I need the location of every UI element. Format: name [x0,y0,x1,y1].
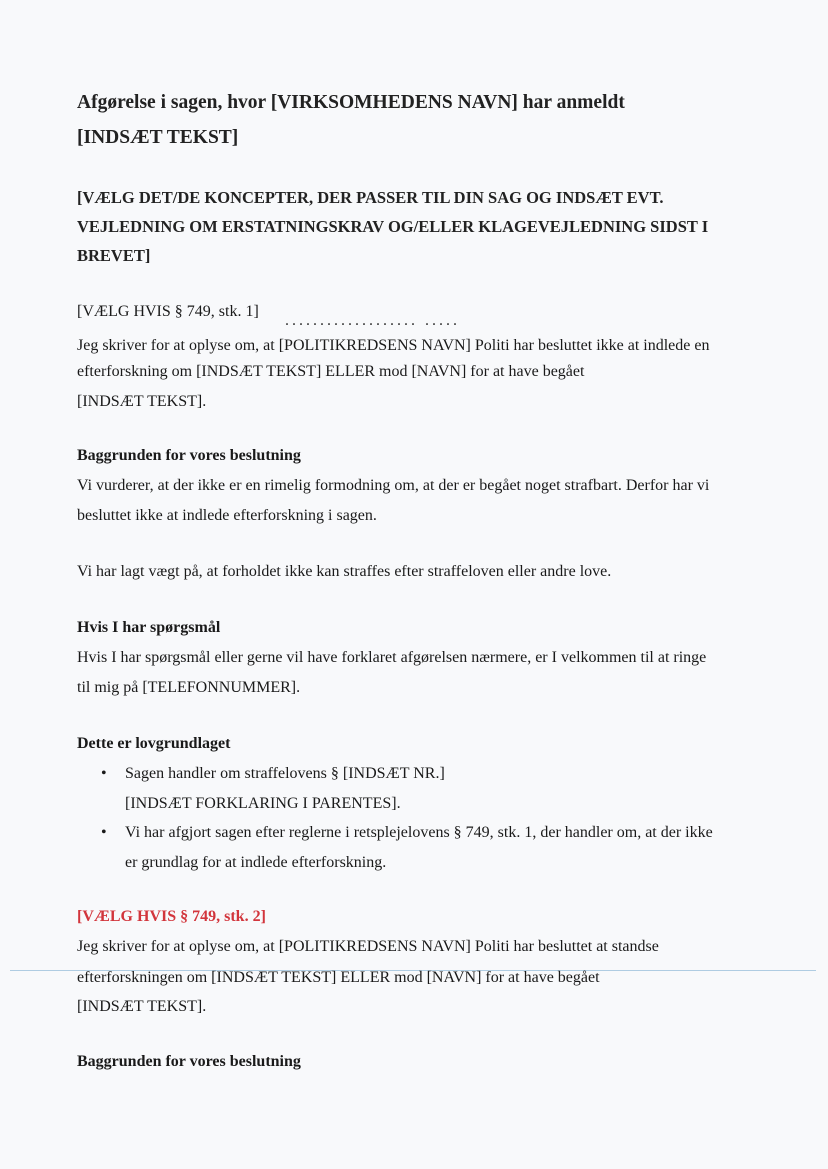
section1-paragraph-line-1: Jeg skriver for at oplyse om, at [POLITIKREDSENS NAVN] Politi har besluttet ikke at indlede en [77,337,710,354]
instruction-line-3: BREVET] [77,246,151,265]
background-heading: Baggrunden for vores beslutning [77,447,301,464]
section1-paragraph-line-2: efterforskning om [INDSÆT TEKST] ELLER mod [NAVN] for at have begået [77,363,585,380]
questions-line-2: til mig på [TELEFONNUMMER]. [77,679,301,696]
document-title-line-2: [INDSÆT TEKST] [77,127,239,148]
instruction-line-1: [VÆLG DET/DE KONCEPTER, DER PASSER TIL DIN SAG OG INDSÆT EVT. [77,188,664,207]
dotted-fill-line: ................... ..... [285,312,460,329]
instruction-line-2: VEJLEDNING OM ERSTATNINGSKRAV OG/ELLER KLAGEVEJLEDNING SIDST I [77,217,709,236]
questions-line-1: Hvis I har spørgsmål eller gerne vil have forklaret afgørelsen nærmere, er I velkommen til at ringe [77,649,707,666]
bullet-2-marker: • [101,824,107,841]
section1-paragraph-line-3: [INDSÆT TEKST]. [77,393,207,410]
bullet-2-line-1: Vi har afgjort sagen efter reglerne i retsplejelovens § 749, stk. 1, der handler om, at der ikke [125,824,713,841]
section2-paragraph-line-3: [INDSÆT TEKST]. [77,998,207,1015]
background-line-2: besluttet ikke at indlede efterforskning i sagen. [77,507,377,524]
bullet-1-marker: • [101,765,107,782]
bullet-2-line-2: er grundlag for at indlede efterforskning. [125,854,387,871]
section2-background-heading: Baggrunden for vores beslutning [77,1053,301,1070]
bullet-1-line-2: [INDSÆT FORKLARING I PARENTES]. [125,795,401,812]
document-title-line-1: Afgørelse i sagen, hvor [VIRKSOMHEDENS NAVN] har anmeldt [77,92,625,113]
background-line-3: Vi har lagt vægt på, at forholdet ikke kan straffes efter straffeloven eller andre love. [77,563,612,580]
questions-heading: Hvis I har spørgsmål [77,619,221,636]
section1-label: [VÆLG HVIS § 749, stk. 1] [77,303,259,320]
section2-paragraph-line-1: Jeg skriver for at oplyse om, at [POLITIKREDSENS NAVN] Politi har besluttet at standse [77,938,659,955]
section2-paragraph-line-2: efterforskningen om [INDSÆT TEKST] ELLER mod [NAVN] for at have begået [77,969,600,986]
legal-heading: Dette er lovgrundlaget [77,735,231,752]
section2-label: [VÆLG HVIS § 749, stk. 2] [77,908,266,925]
background-line-1: Vi vurderer, at der ikke er en rimelig formodning om, at der er begået noget strafbart. Derfor har vi [77,477,710,494]
bullet-1-line-1: Sagen handler om straffelovens § [INDSÆT NR.] [125,765,445,782]
